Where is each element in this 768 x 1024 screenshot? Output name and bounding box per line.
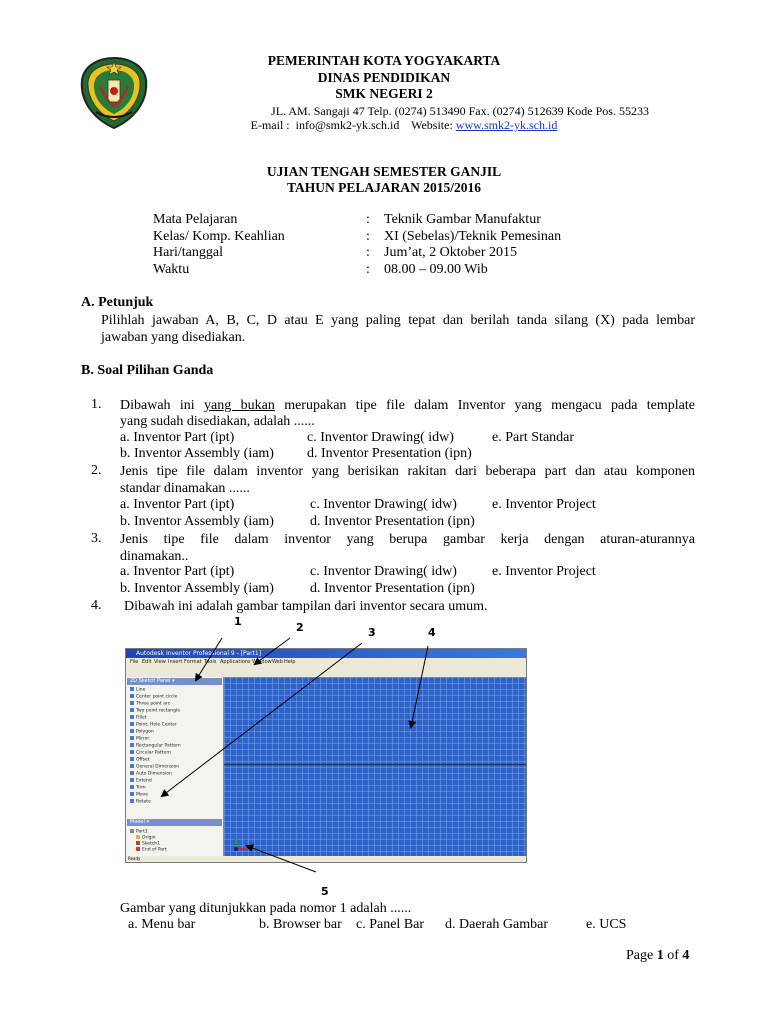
- q2-option-e: e. Inventor Project: [492, 497, 596, 512]
- panel-item: Auto Dimension: [130, 771, 172, 778]
- panel-item: Mirror: [130, 736, 149, 743]
- q2-option-d: d. Inventor Presentation (ipn): [310, 514, 475, 529]
- browser-item: Sketch1: [136, 841, 160, 848]
- page-of: of: [663, 948, 683, 963]
- panel-item: Polygon: [130, 729, 154, 736]
- header-government: PEMERINTAH KOTA YOGYAKARTA: [267, 53, 501, 68]
- q1-option-e: e. Part Standar: [492, 430, 575, 445]
- q2-option-a: a. Inventor Part (ipt): [120, 497, 235, 512]
- q3-option-e: e. Inventor Project: [492, 564, 596, 579]
- browser-item: End of Part: [136, 847, 167, 854]
- figure-label-2: 2: [296, 621, 304, 634]
- panel-item: Center point circle: [130, 694, 177, 701]
- browser-bar-title: Model ▾: [130, 819, 150, 825]
- section-a-title: A. Petunjuk: [81, 295, 154, 310]
- q1-option-b: b. Inventor Assembly (iam): [120, 446, 274, 461]
- q2-line1: Jenis tipe file dalam inventor yang berisikan rakitan dari beberapa part dan atau komponen: [120, 464, 695, 479]
- callout-arrows: [0, 600, 768, 900]
- exam-title: UJIAN TENGAH SEMESTER GANJIL: [266, 164, 502, 179]
- info-value: Teknik Gambar Manufaktur: [384, 212, 541, 227]
- panel-item: Point, Hole Center: [130, 722, 177, 729]
- q2-option-c: c. Inventor Drawing( idw): [310, 497, 457, 512]
- info-label: Mata Pelajaran: [153, 212, 238, 227]
- section-b-title: B. Soal Pilihan Ganda: [81, 363, 214, 378]
- panel-item: Rotate: [130, 799, 151, 806]
- q4-option-d: d. Daerah Gambar: [445, 917, 549, 932]
- page-total: 4: [682, 948, 690, 963]
- info-sep: :: [366, 262, 370, 277]
- figure-label-3: 3: [368, 626, 376, 639]
- menu-item: File: [130, 659, 139, 665]
- header-department: DINAS PENDIDIKAN: [317, 70, 451, 85]
- q4-question: Gambar yang ditunjukkan pada nomor 1 adalah ......: [120, 901, 412, 916]
- q3-line2: dinamakan..: [120, 549, 189, 564]
- menu-item: Help: [284, 659, 296, 665]
- q4-line1: Dibawah ini adalah gambar tampilan dari inventor secara umum.: [124, 599, 488, 614]
- q1-option-a: a. Inventor Part (ipt): [120, 430, 235, 445]
- q1-option-d: d. Inventor Presentation (ipn): [307, 446, 472, 461]
- q3-option-b: b. Inventor Assembly (iam): [120, 581, 274, 596]
- exam-year: TAHUN PELAJARAN 2015/2016: [286, 180, 481, 195]
- header-school: SMK NEGERI 2: [335, 86, 433, 101]
- q4-option-b: b. Browser bar: [259, 917, 342, 932]
- menu-item: Insert: [168, 659, 183, 665]
- q1-text-underlined: yang bukan: [204, 398, 275, 413]
- panel-item: Offset: [130, 757, 150, 764]
- menu-item: Edit: [142, 659, 152, 665]
- q1-number: 1.: [91, 397, 102, 412]
- browser-item: Origin: [136, 835, 156, 842]
- panel-item: General Dimension: [130, 764, 179, 771]
- q1-line2: yang sudah disediakan, adalah ......: [120, 414, 315, 429]
- q1-text-post: merupakan tipe file dalam Inventor yang mengacu pada template: [274, 398, 695, 413]
- panel-item: Line: [130, 687, 145, 694]
- header-address: JL. AM. Sangaji 47 Telp. (0274) 513490 Fax. (0274) 512639 Kode Pos. 55233: [271, 104, 649, 118]
- page-prefix: Page: [626, 948, 657, 963]
- panel-item: Rectangular Pattern: [130, 743, 181, 750]
- menu-item: Format: [184, 659, 202, 665]
- info-sep: :: [366, 212, 370, 227]
- q4-number: 4.: [91, 598, 102, 613]
- arrow-3: [162, 643, 362, 796]
- arrow-1: [196, 638, 222, 680]
- menu-item: View: [154, 659, 166, 665]
- page-current: 1: [656, 948, 664, 963]
- panel-item: Trim: [130, 785, 146, 792]
- q3-line1: Jenis tipe file dalam inventor yang berupa gambar kerja dengan aturan-aturannya: [120, 532, 695, 547]
- header-website-link[interactable]: www.smk2-yk.sch.id: [455, 118, 558, 132]
- menu-item: Tools: [204, 659, 217, 665]
- info-value: 08.00 – 09.00 Wib: [384, 262, 488, 277]
- browser-item: Part1: [130, 829, 148, 836]
- q3-option-c: c. Inventor Drawing( idw): [310, 564, 457, 579]
- section-a-line2: jawaban yang disediakan.: [101, 330, 246, 345]
- page-number: [626, 948, 689, 964]
- q2-line2: standar dinamakan ......: [120, 481, 250, 496]
- q4-option-e: e. UCS: [586, 917, 627, 932]
- info-label: Hari/tanggal: [153, 245, 223, 260]
- panel-item: Move: [130, 792, 148, 799]
- figure-label-5: 5: [321, 885, 329, 898]
- q1-line1: [120, 397, 695, 414]
- q4-option-c: c. Panel Bar: [356, 917, 425, 932]
- panel-item: Three point arc: [130, 701, 170, 708]
- info-sep: :: [366, 245, 370, 260]
- section-a-line1: Pilihlah jawaban A, B, C, D atau E yang paling tepat dan berilah tanda silang (X) pada lembar: [101, 313, 695, 328]
- header-email: E-mail : info@smk2-yk.sch.id Website:: [250, 118, 456, 132]
- panel-item: Fillet: [130, 715, 147, 722]
- menu-item: Applications: [220, 659, 251, 665]
- menu-item: Window: [252, 659, 272, 665]
- info-label: Waktu: [153, 262, 190, 277]
- q3-option-d: d. Inventor Presentation (ipn): [310, 581, 475, 596]
- q2-option-b: b. Inventor Assembly (iam): [120, 514, 274, 529]
- panel-item: Extend: [130, 778, 152, 785]
- figure-label-1: 1: [234, 615, 242, 628]
- q1-option-c: c. Inventor Drawing( idw): [307, 430, 454, 445]
- info-value: Jum’at, 2 Oktober 2015: [384, 245, 517, 260]
- arrow-5: [247, 846, 316, 872]
- arrow-4: [411, 646, 428, 727]
- header-contact: [20, 117, 768, 133]
- menu-item: Web: [272, 659, 283, 665]
- arrow-2: [255, 638, 290, 664]
- panel-bar-title: 2D Sketch Panel ▾: [130, 678, 175, 684]
- q3-option-a: a. Inventor Part (ipt): [120, 564, 235, 579]
- panel-item: Two point rectangle: [130, 708, 180, 715]
- panel-item: Circular Pattern: [130, 750, 171, 757]
- figure-label-4: 4: [428, 626, 436, 639]
- q3-number: 3.: [91, 531, 102, 546]
- info-label: Kelas/ Komp. Keahlian: [153, 229, 285, 244]
- status-text: Ready: [128, 856, 141, 861]
- q1-text-pre: Dibawah ini: [120, 398, 205, 413]
- q2-number: 2.: [91, 463, 102, 478]
- info-value: XI (Sebelas)/Teknik Pemesinan: [384, 229, 562, 244]
- info-sep: :: [366, 229, 370, 244]
- window-title: Autodesk Inventor Professional 9 - [Part1]: [136, 650, 262, 657]
- q4-option-a: a. Menu bar: [128, 917, 196, 932]
